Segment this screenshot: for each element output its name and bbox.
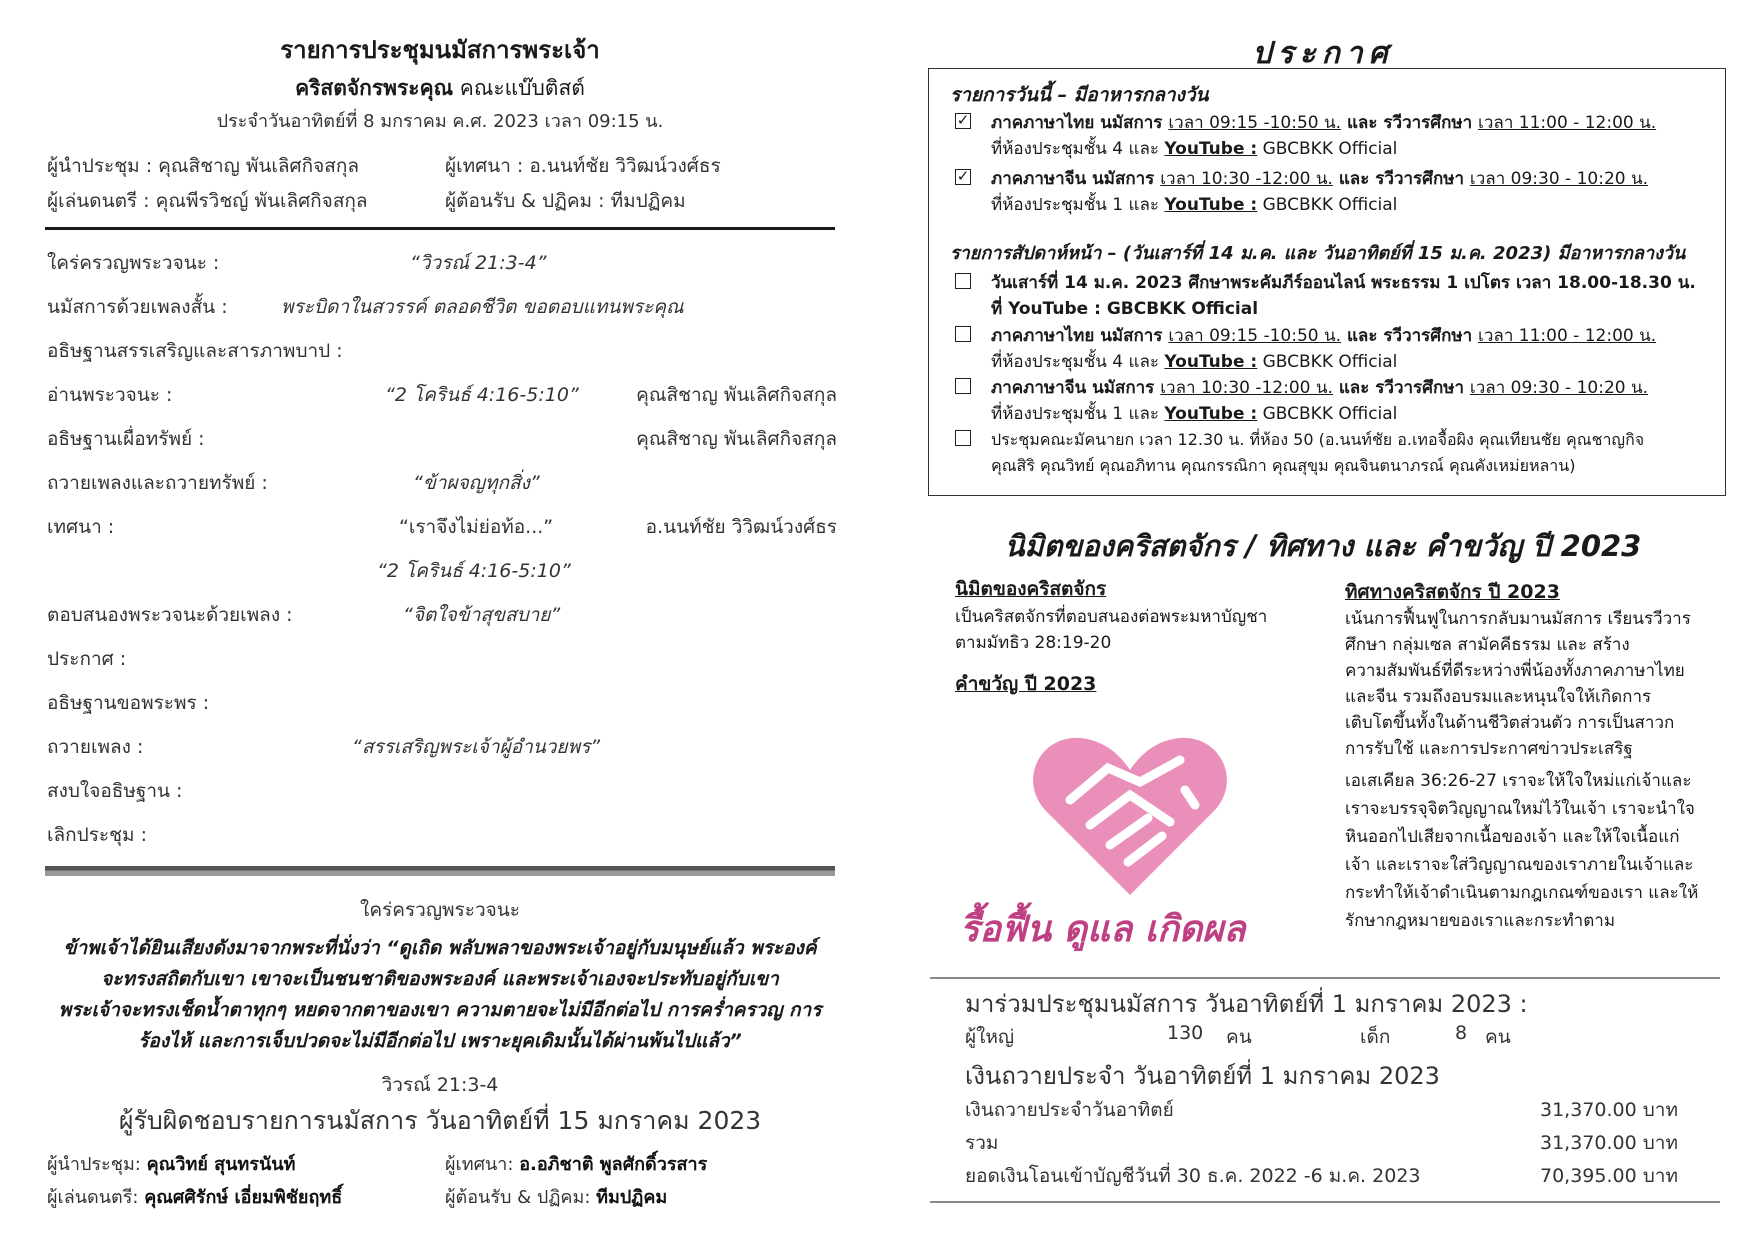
item-service: ภาคภาษาจีน นมัสการ <box>991 169 1161 189</box>
item-time: เวลา 09:30 - 10:20 น. <box>1469 169 1648 189</box>
next-musician-label: ผู้เล่นดนตรี: <box>47 1187 139 1208</box>
next-preacher-name: อ.อภิชาติ พูลศักดิ์วรสาร <box>519 1154 708 1175</box>
order-person: คุณสิชาญ พันเลิศกิจสกุล <box>636 428 837 450</box>
service-title: รายการประชุมนมัสการพระเจ้า <box>280 36 600 64</box>
scripture-line: เจ้า และเราจะใส่วิญญาณของเราภายในเจ้าและ <box>1345 855 1694 875</box>
order-label: นมัสการด้วยเพลงสั้น : <box>47 296 228 318</box>
reflection-heading: ใคร่ครวญพระวจนะ <box>360 899 520 921</box>
item-and: และ <box>1341 113 1384 133</box>
saturday-channel: ที่ YouTube : GBCBKK Official <box>991 299 1259 319</box>
deacon-meeting: ประชุมคณะมัคนายก เวลา 12.30 น. ที่ห้อง 50 (อ.นนท์ชัย อ.เทอจื้อผิง คุณเทียนชัย คุณชาญกิจ <box>991 430 1645 449</box>
vision-heading: นิมิตของคริสตจักร <box>955 578 1107 600</box>
item-service: ภาคภาษาไทย นมัสการ <box>991 326 1169 346</box>
item-location: ที่ห้องประชุมชั้น 1 และ <box>991 195 1165 215</box>
item-service: ภาคภาษาไทย นมัสการ <box>991 113 1169 133</box>
heart-shape <box>1033 738 1227 895</box>
direction-line: ความสัมพันธ์ที่ดีระหว่างพี่น้องทั้งภาคภาษาไทย <box>1345 661 1685 681</box>
order-row <box>47 820 837 850</box>
item-location: ที่ห้องประชุมชั้น 1 และ <box>991 404 1165 424</box>
verse-line: ร้องไห้ และการเจ็บปวดจะไม่มีอีกต่อไป เพราะยุคเดิมนั้นได้ผ่านพ้นไปแล้ว” <box>138 1030 742 1052</box>
item-text <box>991 427 1711 479</box>
next-week-title: ผู้รับผิดชอบรายการนมัสการ วันอาทิตย์ที่ 15 มกราคม 2023 <box>118 1106 762 1135</box>
item-and: และ <box>1332 169 1376 189</box>
order-row <box>47 380 837 410</box>
youtube-link[interactable]: YouTube : <box>1164 352 1258 372</box>
next-item <box>955 323 1715 377</box>
next-preacher-label: ผู้เทศนา: <box>445 1154 514 1175</box>
motto-slogan: รื้อฟื้น ดูแล เกิดผล <box>960 909 1246 950</box>
item-and: และ <box>1341 326 1384 346</box>
item-sunday-school: รวีวารศึกษา <box>1375 378 1470 398</box>
item-channel: GBCBKK Official <box>1257 139 1398 159</box>
staff-usher: ผู้ต้อนรับ & ปฏิคม : ทีมปฏิคม <box>445 190 686 212</box>
checkbox[interactable] <box>955 430 971 446</box>
youtube-link[interactable]: YouTube : <box>1164 404 1258 424</box>
next-leader <box>47 1149 295 1178</box>
item-channel: GBCBKK Official <box>1257 352 1398 372</box>
item-text <box>991 166 1711 218</box>
next-leader-label: ผู้นำประชุม: <box>47 1154 141 1175</box>
order-row <box>47 556 837 586</box>
order-item: “ข้าผจญทุกสิ่ง” <box>413 472 540 494</box>
next-item <box>955 427 1715 481</box>
direction-line: เติบโตขึ้นทั้งในด้านชีวิตส่วนตัว การเป็นสาวก <box>1345 713 1675 733</box>
order-person: อ.นนท์ชัย วิวิฒน์วงศ์ธร <box>645 516 837 538</box>
order-row <box>47 732 837 762</box>
church-name: คริสตจักรพระคุณ <box>295 76 454 100</box>
next-musician <box>47 1182 342 1211</box>
announcements-title: ประกาศ <box>1252 36 1394 71</box>
offering-value: 31,370.00 บาท <box>1540 1099 1678 1121</box>
vision-title: นิมิตของคริสตจักร / ทิศทาง และ คำขวัญ ปี 2023 <box>1004 529 1642 563</box>
item-time: เวลา 11:00 - 12:00 น. <box>1478 113 1657 133</box>
scripture-line: เอเสเคียล 36:26-27 เราจะให้ใจใหม่แก่เจ้าและ <box>1345 771 1692 791</box>
total-label: รวม <box>965 1132 999 1154</box>
next-usher-label: ผู้ต้อนรับ & ปฏิคม: <box>445 1187 591 1208</box>
item-service: ภาคภาษาจีน นมัสการ <box>991 378 1161 398</box>
item-text <box>991 270 1711 322</box>
item-and: และ <box>1332 378 1376 398</box>
scripture-line: กระทำให้เจ้าดำเนินตามกฎเกณฑ์ของเรา และให้ <box>1345 883 1699 903</box>
vision-line: ตามมัทธิว 28:19-20 <box>955 633 1112 653</box>
item-time: เวลา 10:30 -12:00 น. <box>1160 378 1333 398</box>
next-usher <box>445 1182 667 1211</box>
stats-top-rule <box>930 977 1720 979</box>
item-channel: GBCBKK Official <box>1257 404 1398 424</box>
adults-label: ผู้ใหญ่ <box>965 1026 1015 1048</box>
order-label: เทศนา : <box>47 516 115 538</box>
order-row <box>47 600 837 630</box>
kids-count: 8 <box>1455 1022 1468 1044</box>
divider <box>45 227 835 230</box>
service-date: ประจำวันอาทิตย์ที่ 8 มกราคม ค.ศ. 2023 เวลา 09:15 น. <box>216 111 664 132</box>
verse-line: จะทรงสถิตกับเขา เขาจะเป็นชนชาติของพระองค์ และพระเจ้าเองจะประทับอยู่กับเขา <box>101 968 779 990</box>
item-text <box>991 323 1711 375</box>
item-time: เวลา 09:15 -10:50 น. <box>1168 113 1342 133</box>
next-item <box>955 270 1715 324</box>
order-item: “สรรเสริญพระเจ้าผู้อำนวยพร” <box>352 736 601 758</box>
order-label: สงบใจอธิษฐาน : <box>47 780 183 802</box>
order-item: “2 โครินธ์ 4:16-5:10” <box>377 560 571 582</box>
scripture-line: หินออกไปเสียจากเนื้อของเจ้า และให้ใจเนื้อแก่ <box>1345 827 1680 847</box>
direction-line: เน้นการฟื้นฟูในการกลับมานมัสการ เรียนรวีวาร <box>1345 609 1691 629</box>
church-denomination: คณะแบ๊บติสต์ <box>459 76 585 100</box>
direction-heading: ทิศทางคริสตจักร ปี 2023 <box>1345 581 1560 603</box>
order-row <box>47 644 837 674</box>
scripture-line: รักษากฎหมายของเราและกระทำตาม <box>1345 911 1616 931</box>
deacon-members: คุณสิริ คุณวิทย์ คุณอภิทาน คุณกรรณิกา คุณสุขุม คุณจินตนาภรณ์ คุณคังเหม่ยหลาน) <box>991 456 1576 475</box>
next-week-heading: รายการสัปดาห์หน้า – (วันเสาร์ที่ 14 ม.ค. และ วันอาทิตย์ที่ 15 ม.ค. 2023) มีอาหารกลางวัน <box>950 243 1686 264</box>
direction-line: และจีน รวมถึงอบรมและหนุนใจให้เกิดการ <box>1345 687 1652 707</box>
heart-handshake-logo <box>1030 730 1230 900</box>
church-name-line <box>45 72 835 105</box>
scripture-line: เราจะบรรจุจิตวิญญาณใหม่ไว้ในเจ้า เราจะนำใจ <box>1345 799 1695 819</box>
adults-count: 130 <box>1167 1022 1204 1044</box>
order-label: ถวายเพลงและถวายทรัพย์ : <box>47 472 268 494</box>
youtube-link[interactable]: YouTube : <box>1164 139 1258 159</box>
order-label: อธิษฐานสรรเสริญและสารภาพบาป : <box>47 340 343 362</box>
order-label: อ่านพระวจนะ : <box>47 384 173 406</box>
item-channel: GBCBKK Official <box>1257 195 1398 215</box>
order-item: “เราจึงไม่ย่อท้อ...” <box>399 516 554 538</box>
item-sunday-school: รวีวารศึกษา <box>1375 169 1470 189</box>
item-sunday-school: รวีวารศึกษา <box>1383 113 1479 133</box>
next-item <box>955 375 1715 429</box>
order-label: เลิกประชุม : <box>47 824 147 846</box>
staff-preacher: ผู้เทศนา : อ.นนท์ชัย วิวิฒน์วงศ์ธร <box>445 155 721 177</box>
staff-leader: ผู้นำประชุม : คุณสิชาญ พันเลิศกิจสกุล <box>47 155 359 177</box>
today-item <box>955 166 1715 220</box>
next-leader-name: คุณวิทย์ สุนทรนันท์ <box>146 1154 296 1175</box>
today-item <box>955 110 1715 164</box>
adults-unit: คน <box>1226 1026 1252 1048</box>
total-value: 31,370.00 บาท <box>1540 1132 1678 1154</box>
order-row <box>47 424 837 454</box>
item-text <box>991 110 1711 162</box>
order-label: ใคร่ครวญพระวจนะ : <box>47 252 220 274</box>
order-item: “2 โครินธ์ 4:16-5:10” <box>385 384 579 406</box>
transfer-value: 70,395.00 บาท <box>1540 1165 1678 1187</box>
direction-line: ศึกษา กลุ่มเซล สามัคคีธรรม และ สร้าง <box>1345 635 1630 655</box>
transfer-label: ยอดเงินโอนเข้าบัญชีวันที่ 30 ธ.ค. 2022 -6 ม.ค. 2023 <box>965 1165 1421 1187</box>
item-location: ที่ห้องประชุมชั้น 4 และ <box>991 139 1165 159</box>
next-musician-name: คุณศศิรักษ์ เอี่ยมพิชัยฤทธิ์ <box>144 1187 343 1208</box>
item-time: เวลา 11:00 - 12:00 น. <box>1478 326 1657 346</box>
verse-line: ข้าพเจ้าได้ยินเสียงดังมาจากพระที่นั่งว่า “ดูเถิด พลับพลาของพระเจ้าอยู่กับมนุษย์แล้ว พระองค์ <box>63 937 817 959</box>
order-row <box>47 468 837 498</box>
offering-label: เงินถวายประจำวันอาทิตย์ <box>965 1099 1174 1121</box>
vision-line: เป็นคริสตจักรที่ตอบสนองต่อพระมหาบัญชา <box>955 607 1268 627</box>
item-time: เวลา 09:30 - 10:20 น. <box>1469 378 1648 398</box>
item-time: เวลา 09:15 -10:50 น. <box>1168 326 1342 346</box>
checkbox[interactable] <box>955 378 971 394</box>
item-text <box>991 375 1711 427</box>
staff-musician: ผู้เล่นดนตรี : คุณพีรวิชญ์ พันเลิศกิจสกุล <box>47 190 368 212</box>
order-item: พระบิดาในสวรรค์ ตลอดชีวิต ขอตอบแทนพระคุณ <box>281 296 684 318</box>
thick-divider <box>45 866 835 876</box>
next-usher-name: ทีมปฏิคม <box>596 1187 668 1208</box>
order-label: ประกาศ : <box>47 648 127 670</box>
order-label: อธิษฐานขอพระพร : <box>47 692 210 714</box>
today-heading: รายการวันนี้ – มีอาหารกลางวัน <box>950 84 1209 106</box>
vision-text <box>955 604 1267 656</box>
item-time: เวลา 10:30 -12:00 น. <box>1160 169 1333 189</box>
order-label: อธิษฐานเผื่อทรัพย์ : <box>47 428 205 450</box>
order-label: ถวายเพลง : <box>47 736 144 758</box>
motto-heading: คำขวัญ ปี 2023 <box>955 673 1097 695</box>
checkbox[interactable] <box>955 273 971 289</box>
heart-handshake-icon <box>1030 730 1230 900</box>
direction-line: การรับใช้ และการประกาศข่าวประเสริฐ <box>1345 739 1633 759</box>
next-preacher <box>445 1149 707 1178</box>
order-row <box>47 688 837 718</box>
verse-line: พระเจ้าจะทรงเช็ดน้ำตาทุกๆ หยดจากตาของเขา ความตายจะไม่มีอีกต่อไป การคร่ำครวญ การ <box>58 999 822 1021</box>
order-item: “จิตใจข้าสุขสบาย” <box>403 604 561 626</box>
scripture-text <box>1345 767 1725 935</box>
order-item: “วิวรณ์ 21:3-4” <box>410 252 547 274</box>
scripture-verse <box>45 933 835 1057</box>
order-row <box>47 336 837 366</box>
order-row <box>47 248 837 278</box>
attendance-title: มาร่วมประชุมนมัสการ วันอาทิตย์ที่ 1 มกราคม 2023 : <box>965 990 1528 1018</box>
youtube-link[interactable]: YouTube : <box>1164 195 1258 215</box>
item-location: ที่ห้องประชุมชั้น 4 และ <box>991 352 1165 372</box>
order-row <box>47 292 837 322</box>
kids-label: เด็ก <box>1360 1026 1391 1048</box>
verse-reference: วิวรณ์ 21:3-4 <box>381 1074 499 1096</box>
stats-bottom-rule <box>930 1201 1720 1203</box>
order-row <box>47 512 837 542</box>
saturday-study: วันเสาร์ที่ 14 ม.ค. 2023 ศึกษาพระคัมภีร์ออนไลน์ พระธรรม 1 เปโตร เวลา 18.00-18.30 น. <box>991 273 1696 293</box>
order-person: คุณสิชาญ พันเลิศกิจสกุล <box>636 384 837 406</box>
checked-checkbox[interactable]: ✓ <box>956 111 970 129</box>
order-row <box>47 776 837 806</box>
offering-title: เงินถวายประจำ วันอาทิตย์ที่ 1 มกราคม 2023 <box>965 1062 1440 1090</box>
order-label: ตอบสนองพระวจนะด้วยเพลง : <box>47 604 293 626</box>
kids-unit: คน <box>1485 1026 1511 1048</box>
item-sunday-school: รวีวารศึกษา <box>1383 326 1479 346</box>
checked-checkbox[interactable]: ✓ <box>956 167 970 185</box>
checkbox[interactable] <box>955 326 971 342</box>
direction-text <box>1345 606 1725 762</box>
